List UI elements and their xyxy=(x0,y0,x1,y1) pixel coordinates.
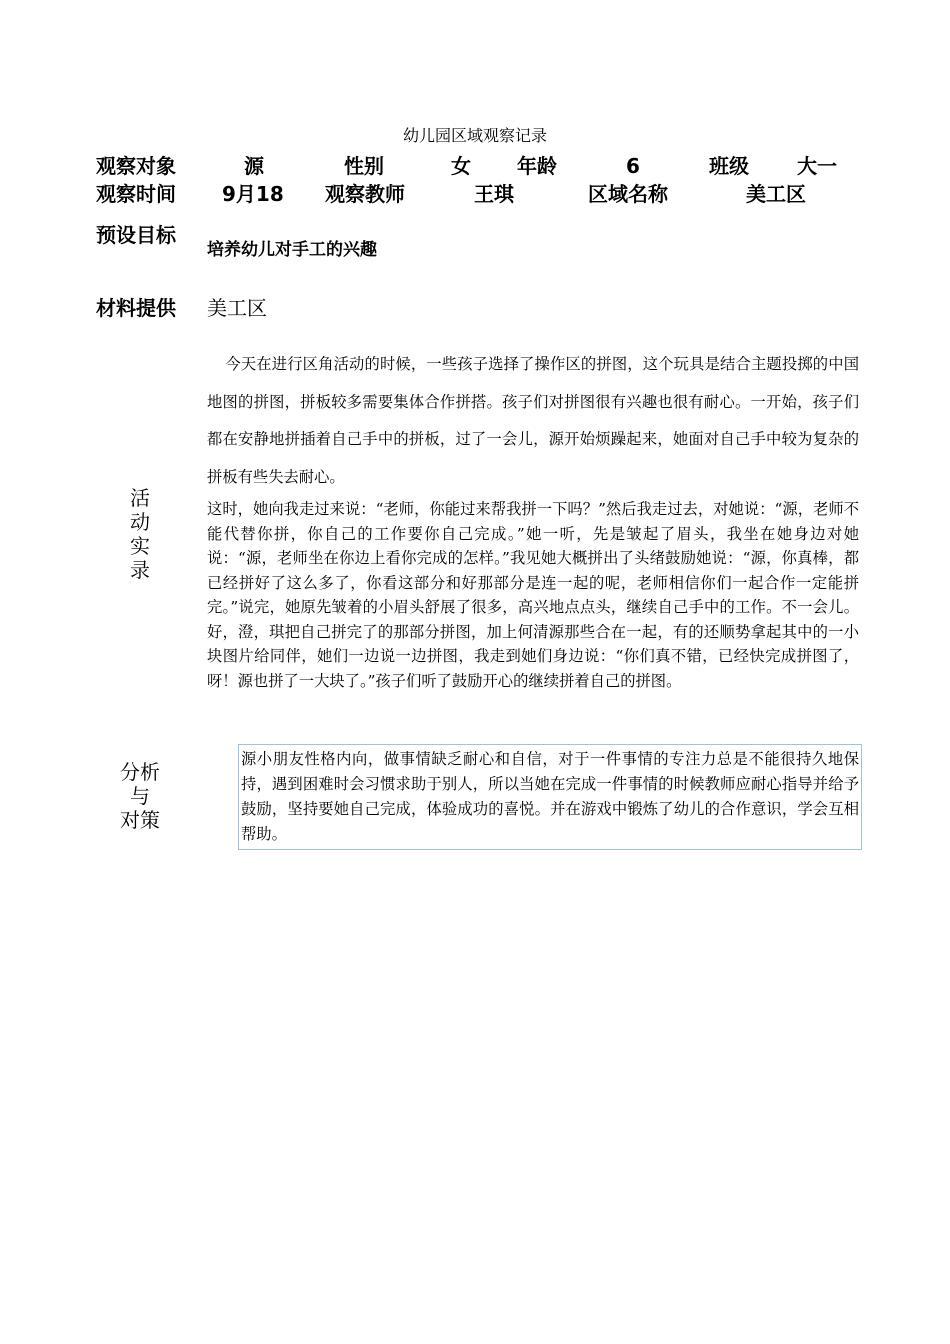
time-value: 9月18 xyxy=(222,182,284,206)
age-value: 6 xyxy=(626,154,640,178)
class-value: 大一 xyxy=(797,154,837,178)
activity-paragraph-2: 这时，她向我走过来说：“老师，你能过来帮我拼一下吗？”然后我走过去，对她说：“源，老师不能代替你拼，你自己的工作要你自己完成。”她一听，先是皱起了眉头，我坐在她身边对她说：“源，老师坐在你边上看你完成的怎样。”我见她大概拼出了头绪鼓励她说：“源，你真棒，都已经拼好了这么多了，你看这部分和好那部分是连一起的呢，老师相信你们一起合作一定能拼完。”说完，她原先皱着的小眉头舒展了很多，高兴地点点头，继续自己手中的工作。不一会儿。好，澄，琪把自己拼完了的那部分拼图，加上何清源那些合在一起，有的还顺势拿起其中的一小块图片给同伴，她们一边说一边拼图，我走到她们身边说：“你们真不错，已经快完成拼图了，呀！源也拼了一大块了。”孩子们听了鼓励开心的继续拼着自己的拼图。 xyxy=(207,500,859,690)
material-value: 美工区 xyxy=(207,296,267,320)
age-label: 年龄 xyxy=(517,154,557,178)
goal-value: 培养幼儿对手工的兴趣 xyxy=(207,240,377,260)
area-label: 区域名称 xyxy=(588,182,668,206)
activity-label-char: 活 xyxy=(130,486,150,510)
analysis-label-line: 与 xyxy=(130,784,150,808)
time-label: 观察时间 xyxy=(96,182,176,206)
analysis-label-line: 对策 xyxy=(120,808,160,832)
activity-paragraph-1: 今天在进行区角活动的时候，一些孩子选择了操作区的拼图，这个玩具是结合主题投掷的中国地图的拼图，拼板较多需要集体合作拼搭。孩子们对拼图很有兴趣也很有耐心。一开始，孩子们都在安静地拼插着自己手中的拼板，过了一会儿，源开始烦躁起来，她面对自己手中较为复杂的拼板有些失去耐心。 xyxy=(207,355,859,486)
goal-label: 预设目标 xyxy=(96,223,176,247)
subject-value: 源 xyxy=(244,154,264,178)
teacher-label: 观察教师 xyxy=(325,182,405,206)
activity-label-char: 录 xyxy=(130,558,150,582)
gender-label: 性别 xyxy=(344,154,384,178)
activity-label-char: 动 xyxy=(130,510,150,534)
area-value: 美工区 xyxy=(746,182,806,206)
teacher-value: 王琪 xyxy=(474,182,514,206)
analysis-label xyxy=(110,760,170,832)
class-label: 班级 xyxy=(709,154,749,178)
subject-label: 观察对象 xyxy=(96,154,176,178)
activity-label xyxy=(120,486,160,582)
analysis-text-box: 源小朋友性格内向，做事情缺乏耐心和自信，对于一件事情的专注力总是不能很持久地保持，遇到困难时会习惯求助于别人，所以当她在完成一件事情的时候教师应耐心指导并给予鼓励，坚持要她自己完成，体验成功的喜悦。并在游戏中锻炼了幼儿的合作意识，学会互相帮助。 xyxy=(238,744,862,850)
gender-value: 女 xyxy=(451,154,471,178)
activity-label-char: 实 xyxy=(130,534,150,558)
page-title: 幼儿园区域观察记录 xyxy=(402,126,547,145)
material-label: 材料提供 xyxy=(96,296,176,320)
analysis-label-line: 分析 xyxy=(120,760,160,784)
